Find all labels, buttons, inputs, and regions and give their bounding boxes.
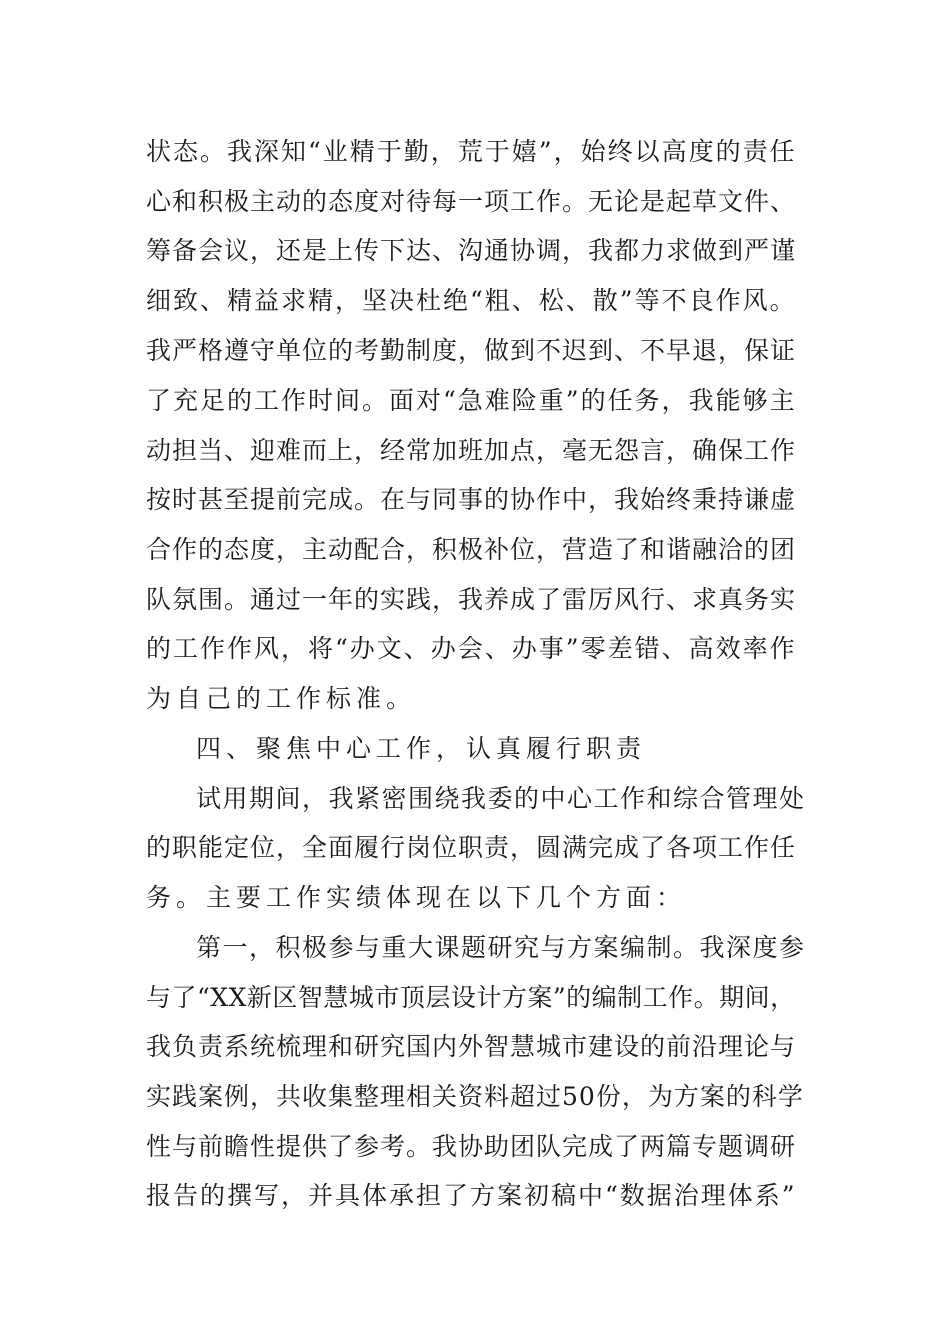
body-text-line: 按时甚至提前完成。在与同事的协作中，我始终秉持谦虚 [146,485,797,514]
body-text-line: 了充足的工作时间。面对“急难险重”的任务，我能够主 [146,386,797,415]
body-text-line: 合作的态度，主动配合，积极补位，营造了和谐融洽的团 [146,535,797,564]
body-text-line: 我负责系统梳理和研究国内外智慧城市建设的前沿理论与 [146,1032,797,1061]
body-text-line: 状态。我深知“业精于勤，荒于嬉”，始终以高度的责任 [146,137,797,166]
body-text-line: 务。主要工作实绩体现在以下几个方面： [146,883,687,912]
body-text-line: 性与前瞻性提供了参考。我协助团队完成了两篇专题调研 [146,1132,797,1161]
body-text-line: 细致、精益求精，坚决杜绝“粗、松、散”等不良作风。 [146,286,797,315]
body-text-line: 我严格遵守单位的考勤制度，做到不迟到、不早退，保证 [146,336,797,365]
body-text-line: 队氛围。通过一年的实践，我养成了雷厉风行、求真务实 [146,585,797,614]
body-text-line: 的工作作风，将“办文、办会、办事”零差错、高效率作 [146,634,797,663]
body-text-line: 心和积极主动的态度对待每一项工作。无论是起草文件、 [146,187,797,216]
body-text-line: 第一，积极参与重大课题研究与方案编制。我深度参 [196,933,806,962]
body-text-line: 为自己的工作标准。 [146,684,417,713]
body-text-line: 实践案例，共收集整理相关资料超过50份，为方案的科学 [146,1082,804,1111]
body-text-line: 动担当、迎难而上，经常加班加点，毫无怨言，确保工作 [146,436,797,465]
section-heading: 四、聚焦中心工作，认真履行职责 [196,734,647,763]
body-text-line: 与了“XX新区智慧城市顶层设计方案”的编制工作。期间， [146,983,796,1012]
body-text-line: 筹备会议，还是上传下达、沟通协调，我都力求做到严谨 [146,236,797,265]
body-text-line: 报告的撰写，并具体承担了方案初稿中“数据治理体系” [146,1181,797,1210]
body-text-line: 的职能定位，全面履行岗位职责，圆满完成了各项工作任 [146,833,797,862]
body-text-line: 试用期间，我紧密围绕我委的中心工作和综合管理处 [196,784,806,813]
